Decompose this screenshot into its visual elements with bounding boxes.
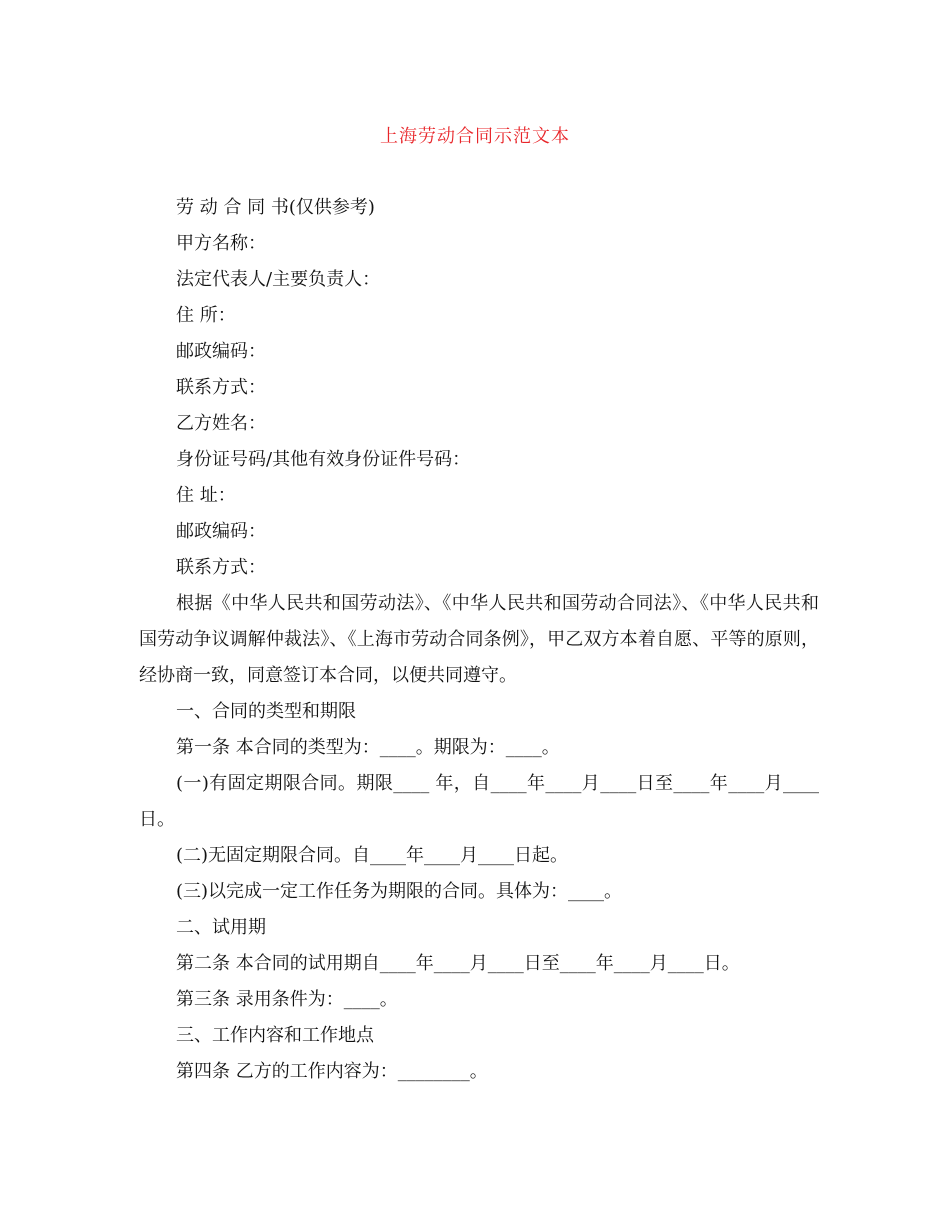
article-1: 第一条 本合同的类型为：____。期限为：____。 (176, 737, 560, 758)
article-1-item-2: (二)无固定期限合同。自____年____月____日起。 (176, 845, 569, 866)
party-a-postcode-field: 邮政编码： (176, 341, 266, 362)
preamble-paragraph: 根据《中华人民共和国劳动法》、《中华人民共和国劳动合同法》、《中华人民共和国劳动争议调解仲裁法》、《上海市劳动合同条例》，甲乙双方本着自愿、平等的原则，经协商一致，同意签订本合同，以便共同遵守。 (139, 593, 819, 686)
section-3-heading: 三、工作内容和工作地点 (176, 1025, 374, 1046)
party-a-name-field: 甲方名称： (176, 233, 266, 254)
article-2: 第二条 本合同的试用期自____年____月____日至____年____月____日。 (176, 953, 740, 974)
document-title: 上海劳动合同示范文本 (380, 126, 570, 147)
contract-heading: 劳 动 合 同 书(仅供参考) (176, 197, 375, 218)
party-b-id-field: 身份证号码/其他有效身份证件号码： (176, 449, 471, 470)
article-3: 第三条 录用条件为：____。 (176, 989, 398, 1010)
party-a-contact-field: 联系方式： (176, 377, 266, 398)
section-1-heading: 一、合同的类型和期限 (176, 701, 356, 722)
party-b-postcode-field: 邮政编码： (176, 521, 266, 542)
article-1-item-3: (三)以完成一定工作任务为期限的合同。具体为：____。 (176, 881, 623, 902)
document-body (139, 190, 819, 1090)
article-1-item-1: (一)有固定期限合同。期限____ 年，自____年____月____日至____年____月____日。 (139, 773, 819, 830)
legal-representative-field: 法定代表人/主要负责人： (176, 269, 381, 290)
article-4: 第四条 乙方的工作内容为：________。 (176, 1061, 488, 1082)
party-b-address-field: 住 址： (176, 485, 236, 506)
party-b-name-field: 乙方姓名： (176, 413, 266, 434)
party-b-contact-field: 联系方式： (176, 557, 266, 578)
party-a-address-field: 住 所： (176, 305, 236, 326)
section-2-heading: 二、试用期 (176, 917, 266, 938)
